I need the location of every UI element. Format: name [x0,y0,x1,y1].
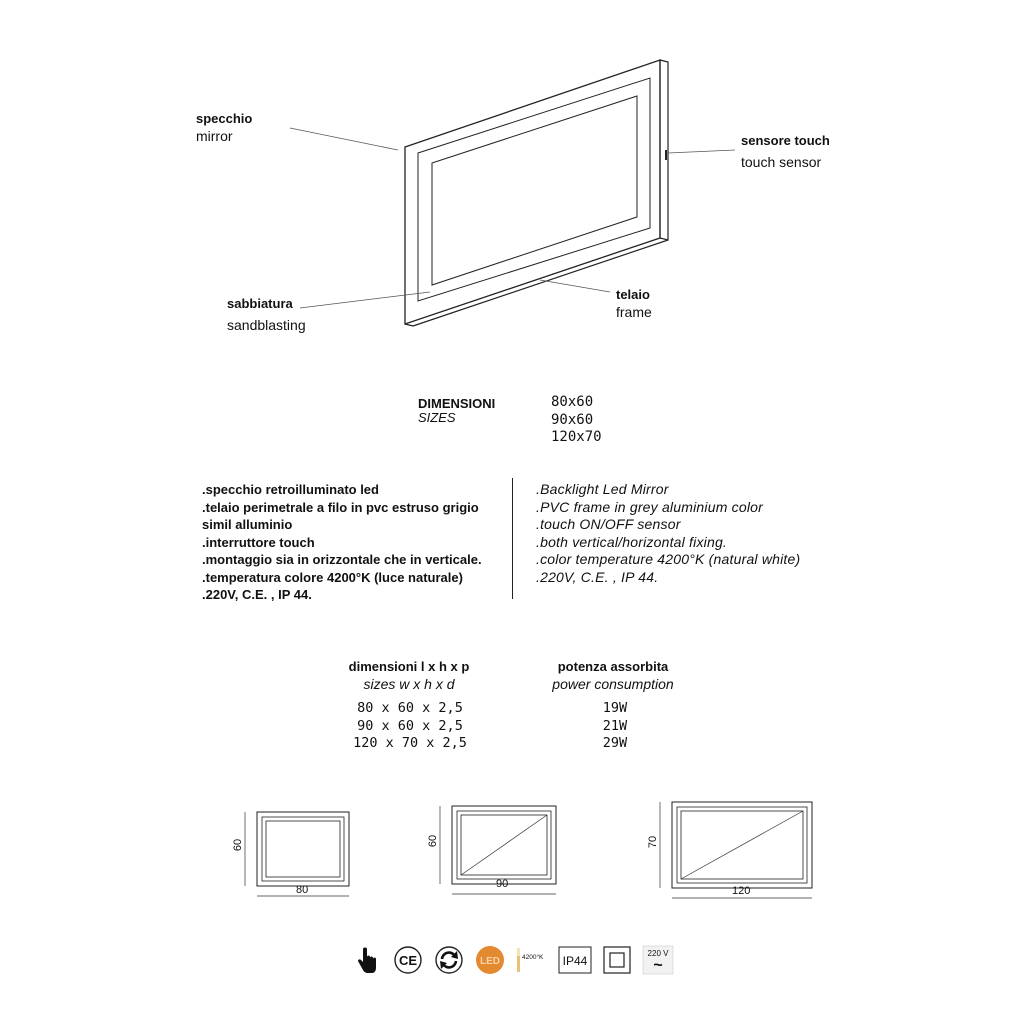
features-italian [202,481,482,604]
ce-mark-text: CE [398,953,418,968]
ip44-icon-text: IP44 [562,954,588,968]
diagram-120x70-height: 70 [647,835,660,849]
feature-en: .Backlight Led Mirror [536,481,669,497]
spec-table-sizes [340,700,480,753]
diagram-90x60-height: 60 [427,834,440,848]
feature-it: simil alluminio [202,517,293,532]
dimensions-title-it: DIMENSIONI [418,396,496,411]
features-divider [512,478,513,599]
ce-mark-icon [392,944,424,976]
label-touch-sensor-it: sensore touch [741,133,830,148]
table-row-size: 80 x 60 x 2,5 [357,700,463,716]
label-mirror-it: specchio [196,111,253,126]
feature-it: .montaggio sia in orizzontale che in verticale. [202,552,482,567]
mirror-perspective-drawing [0,0,1024,380]
dimensions-list [551,394,602,447]
dimensions-item: 120x70 [551,429,602,445]
diagram-80x60-width: 80 [296,884,309,896]
feature-it: .temperatura colore 4200°K (luce naturale) [202,569,463,585]
label-frame-it: telaio [616,287,650,302]
label-touch-sensor-en: touch sensor [741,154,822,170]
feature-it: .220V, C.E. , IP 44. [202,587,312,602]
label-sandblasting [227,296,306,334]
label-sandblasting-it: sabbiatura [227,296,293,311]
table-row-size: 90 x 60 x 2,5 [357,717,463,734]
touch-hand-icon [351,944,383,976]
led-icon [474,944,506,976]
feature-en: .both vertical/horizontal fixing. [536,533,728,550]
spec-table-power [580,700,650,753]
ip44-icon [558,944,592,976]
color-temperature-icon [515,944,549,976]
size-header-en: sizes w x h x d [363,676,455,692]
label-frame [616,287,652,321]
label-frame-en: frame [616,304,652,320]
voltage-220v-icon [642,944,674,976]
table-row-size: 120 x 70 x 2,5 [353,735,467,751]
feature-it: .interruttore touch [202,534,315,550]
led-icon-text: LED [480,956,500,967]
label-mirror [196,111,252,145]
label-mirror-en: mirror [196,128,233,144]
table-row-power: 21W [602,717,628,734]
dimensions-item: 90x60 [551,411,594,428]
feature-en: .220V, C.E. , IP 44. [536,568,659,585]
dimensions-title-en: SIZES [418,410,456,425]
feature-en: .color temperature 4200°K (natural white) [536,551,801,567]
rotate-arrows-icon [433,944,465,976]
spec-table-power-header [540,658,686,693]
dimensions-title [418,397,495,425]
power-header-it: potenza assorbita [557,659,669,674]
features-english [536,481,800,586]
diagram-80x60-height: 60 [232,838,245,852]
feature-en: .PVC frame in grey aluminium color [536,498,763,515]
feature-en: .touch ON/OFF sensor [536,516,681,532]
voltage-text: 220 V [647,949,669,958]
table-row-power: 19W [602,700,628,716]
label-sandblasting-en: sandblasting [227,317,306,333]
voltage-symbol: ~ [653,957,663,974]
table-row-power: 29W [602,735,628,751]
diagram-120x70-width: 120 [732,885,751,897]
diagram-90x60-width: 90 [496,878,509,890]
size-header-it: dimensioni l x h x p [348,659,470,674]
double-insulation-icon [601,944,633,976]
dimensions-item: 80x60 [551,394,594,410]
spec-table-size-header [344,658,474,693]
color-temperature-text: 4200°K [522,954,544,961]
power-header-en: power consumption [552,676,674,692]
feature-it: .specchio retroilluminato led [202,482,379,497]
certification-icons [351,944,683,976]
label-touch-sensor [741,133,830,171]
feature-it: .telaio perimetrale a filo in pvc estruso grigio [202,499,479,515]
